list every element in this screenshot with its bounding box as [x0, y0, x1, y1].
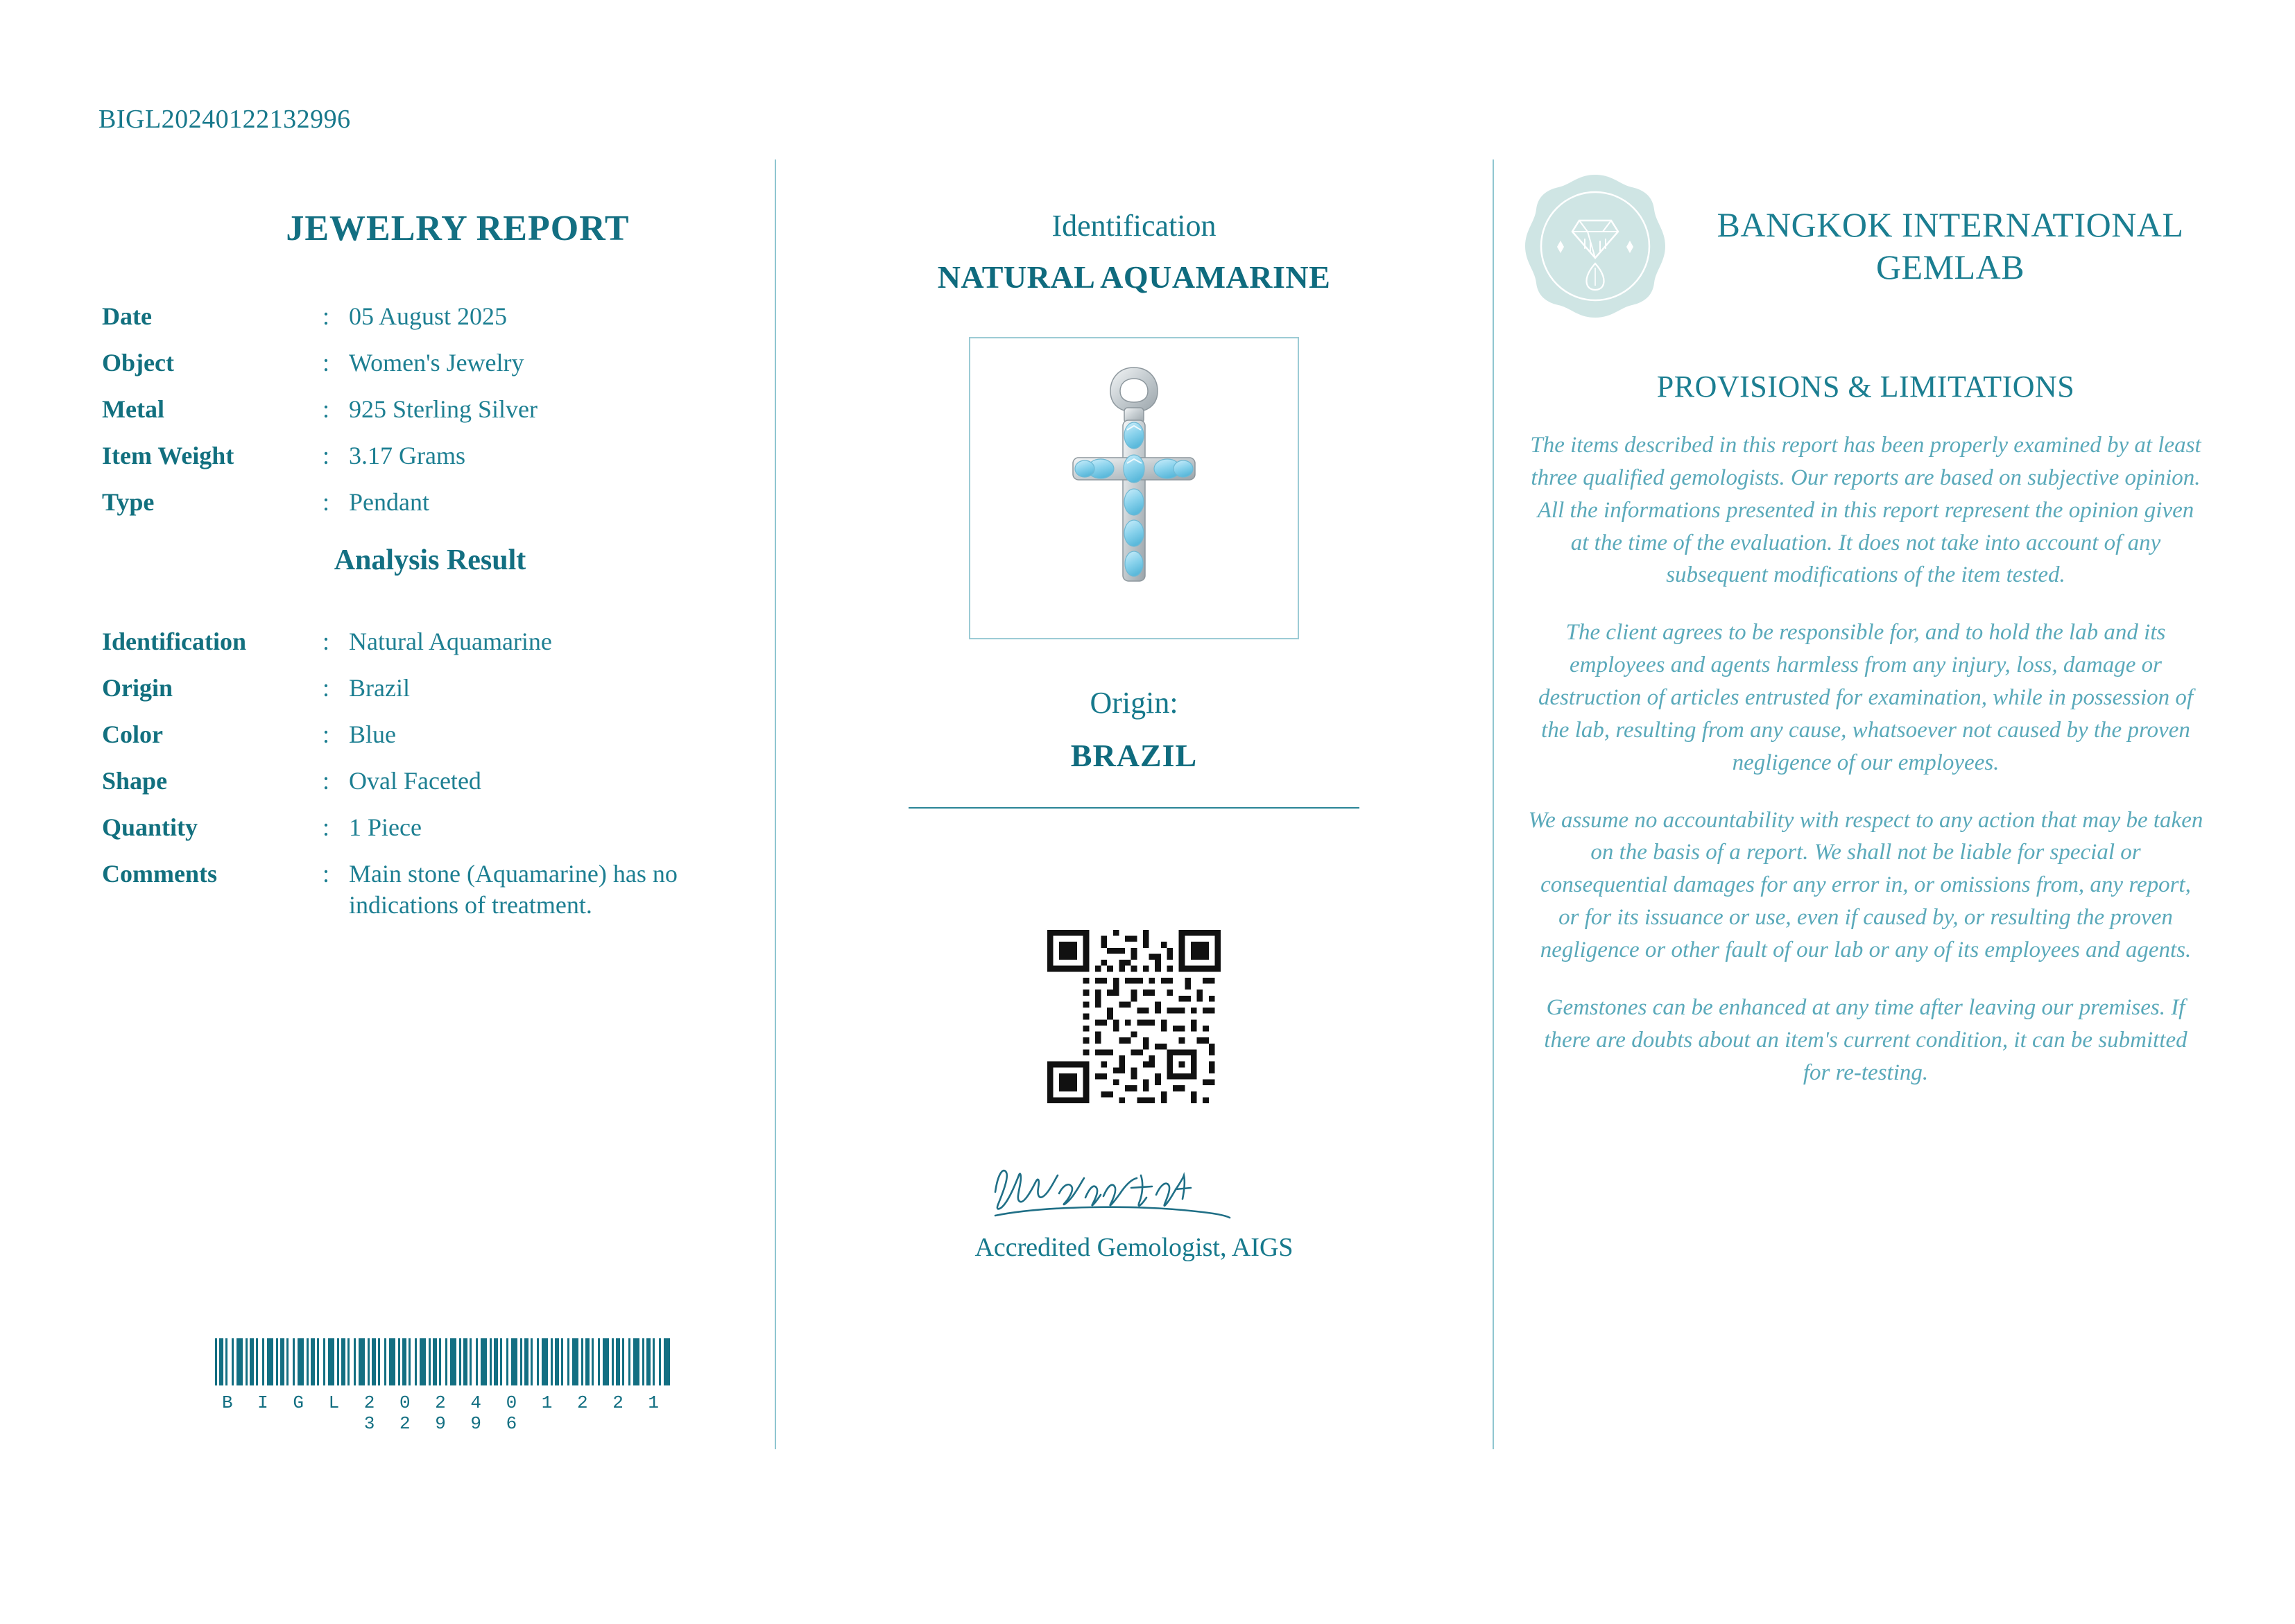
gemlab-logo-icon [1515, 166, 1675, 326]
detail-value: 3.17 Grams [349, 442, 465, 469]
table-row [102, 758, 768, 804]
identification-value: NATURAL AQUAMARINE [937, 259, 1331, 295]
detail-separator: : [323, 488, 330, 516]
divider-right [1493, 159, 1494, 1449]
provisions-title: PROVISIONS & LIMITATIONS [1656, 370, 2075, 404]
table-row [102, 711, 768, 758]
barcode-label: B I G L 2 0 2 4 0 1 2 2 1 3 2 9 9 6 [221, 1392, 667, 1434]
table-row [102, 665, 768, 711]
barcode-image [215, 1338, 673, 1385]
provisions-paragraph: The client agrees to be responsible for, and to hold the lab and its employees and agents harmless from any injury, loss, damage or destruction of articles entrusted for examination, while in possession of the lab, resulting from any cause, whatsoever not caused by the proven negligence of our employees. [1538, 620, 2194, 775]
table-row [102, 479, 768, 526]
analysis-value: Natural Aquamarine [349, 628, 552, 655]
page-title: JEWELRY REPORT [286, 209, 630, 248]
divider-left [775, 159, 776, 1449]
brand-header [1515, 166, 2216, 326]
analysis-label: Origin [102, 674, 173, 702]
detail-label: Metal [102, 395, 164, 423]
qr-code[interactable] [1047, 930, 1221, 1103]
brand-title: BANGKOK INTERNATIONAL GEMLAB [1717, 205, 2184, 286]
table-row [102, 340, 768, 386]
analysis-separator: : [323, 767, 330, 795]
left-column [90, 208, 756, 928]
analysis-label: Shape [102, 767, 168, 795]
table-row [102, 386, 768, 433]
analysis-value: Oval Faceted [349, 767, 481, 795]
analysis-label: Identification [102, 628, 247, 655]
provisions-paragraph: The items described in this report has been properly examined by at least three qualified gemologists. Our reports are based on subjective opinion. All the informations presented in this report represent the opinion given at the time of the evaluation. It does not take into account of any subsequent modifications of the item tested. [1530, 433, 2201, 588]
detail-value: 925 Sterling Silver [349, 395, 538, 423]
analysis-label: Quantity [102, 813, 198, 841]
analysis-separator: : [323, 674, 330, 702]
table-row [102, 433, 768, 479]
detail-separator: : [323, 442, 330, 469]
provisions-paragraph: Gemstones can be enhanced at any time after leaving our premises. If there are doubts about an item's current condition, it can be submitted for re-testing. [1544, 994, 2187, 1085]
detail-label: Item Weight [102, 442, 234, 469]
origin-label: Origin: [1090, 686, 1178, 720]
analysis-value: Blue [349, 720, 396, 748]
analysis-separator: : [323, 813, 330, 841]
logo-image [1515, 166, 1675, 326]
detail-value: Pendant [349, 488, 429, 516]
analysis-separator: : [323, 628, 330, 655]
analysis-label: Comments [102, 860, 217, 888]
analysis-label: Color [102, 720, 163, 748]
detail-value: 05 August 2025 [349, 302, 508, 330]
analysis-value: Brazil [349, 674, 410, 702]
provisions-paragraph: We assume no accountability with respect to any action that may be taken on the basis of a report. We shall not be liable for special or consequential damages for any error in, or omissions from, any report, or for its issuance or use, even if caused by, or resulting the proven negligence or other fault of our lab or any of its employees and agents. [1528, 807, 2203, 963]
barcode-block [208, 1338, 680, 1434]
table-row [102, 293, 768, 340]
detail-separator: : [323, 302, 330, 330]
divider-rule [909, 807, 1359, 809]
analysis-separator: : [323, 720, 330, 748]
analysis-value: Main stone (Aquamarine) has no indications of treatment. [349, 860, 678, 919]
identification-label: Identification [1051, 209, 1217, 243]
table-row [102, 851, 768, 928]
detail-separator: : [323, 395, 330, 423]
report-number: BIGL20240122132996 [98, 105, 351, 134]
details-table [102, 293, 768, 526]
table-row [102, 619, 768, 665]
signature-image [968, 1152, 1300, 1228]
detail-value: Women's Jewelry [349, 349, 524, 377]
qr-code-image [1047, 930, 1221, 1103]
gemologist-credential: Accredited Gemologist, AIGS [974, 1233, 1293, 1262]
middle-column [798, 208, 1470, 1263]
pendant-image [970, 338, 1298, 638]
right-column [1515, 166, 2216, 1089]
origin-value: BRAZIL [1070, 738, 1198, 773]
detail-label: Type [102, 488, 155, 516]
detail-label: Date [102, 302, 152, 330]
detail-label: Object [102, 349, 174, 377]
jewelry-photo-frame [969, 337, 1299, 639]
detail-separator: : [323, 349, 330, 377]
analysis-table [102, 619, 768, 928]
analysis-separator: : [323, 860, 330, 888]
analysis-value: 1 Piece [349, 813, 422, 841]
table-row [102, 804, 768, 851]
signature [798, 1152, 1470, 1228]
analysis-result-title: Analysis Result [334, 544, 526, 576]
